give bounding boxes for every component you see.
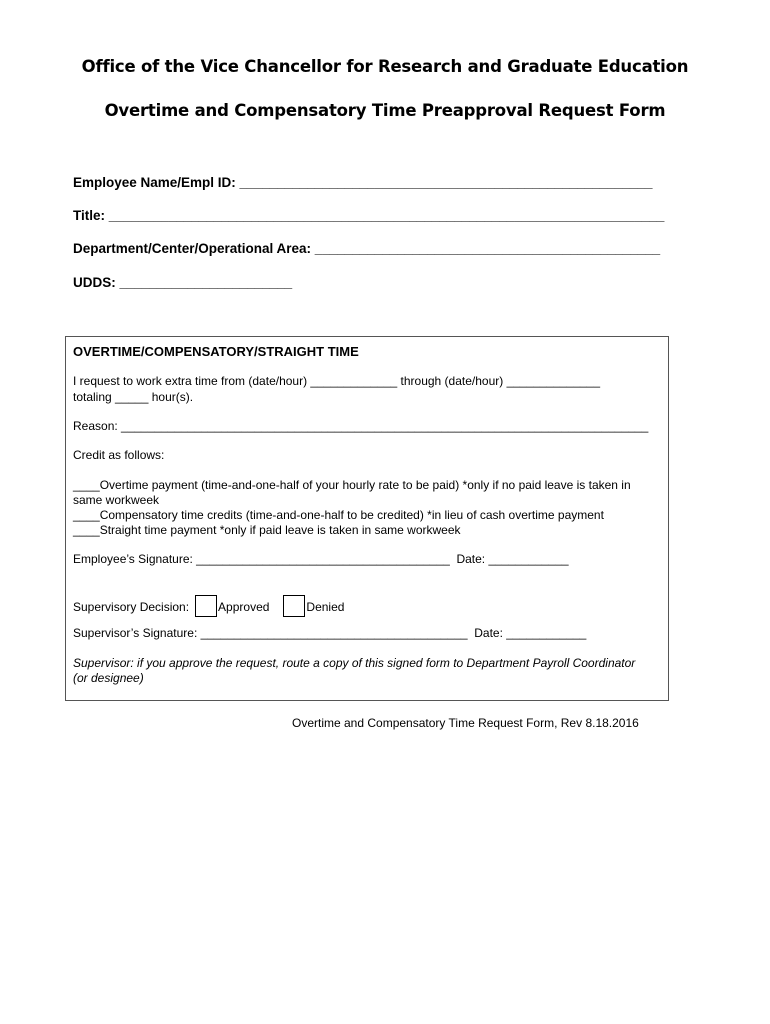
credit-label: Credit as follows: <box>73 448 165 462</box>
employee-name-field[interactable]: Employee Name/Empl ID: _______________________________________________________ <box>73 175 653 190</box>
supervisor-note: Supervisor: if you approve the request, route a copy of this signed form to Department Payroll Coordinator <box>73 656 636 670</box>
supervisor-note-cont: (or designee) <box>73 671 144 685</box>
request-section-box <box>65 336 669 701</box>
denied-label: Denied <box>306 600 345 615</box>
form-revision: Overtime and Compensatory Time Request Form, Rev 8.18.2016 <box>292 716 639 730</box>
department-field[interactable]: Department/Center/Operational Area: ______________________________________________ <box>73 241 661 256</box>
reason-field[interactable]: Reason: _______________________________________________________________________________ <box>73 419 649 433</box>
supervisor-signature-field[interactable]: Supervisor’s Signature: ________________________________________ Date: ____________ <box>73 626 587 640</box>
title-field[interactable]: Title: __________________________________________________________________________ <box>73 208 665 223</box>
employee-signature-field[interactable]: Employee’s Signature: ______________________________________ Date: ____________ <box>73 552 569 566</box>
form-title: Overtime and Compensatory Time Preapproval Request Form <box>104 101 666 120</box>
approved-label: Approved <box>218 600 270 615</box>
compensatory-time-option[interactable]: ____Compensatory time credits (time-and-one-half to be credited) *in lieu of cash overtime payment <box>73 508 604 522</box>
udds-field[interactable]: UDDS: _______________________ <box>73 275 293 290</box>
request-line-dates[interactable]: I request to work extra time from (date/hour) _____________ through (date/hour) ______________ <box>73 374 601 388</box>
section-heading: OVERTIME/COMPENSATORY/STRAIGHT TIME <box>73 344 359 359</box>
office-title: Office of the Vice Chancellor for Research and Graduate Education <box>81 57 689 76</box>
approved-checkbox[interactable] <box>195 595 217 617</box>
overtime-payment-option-cont: same workweek <box>73 493 160 507</box>
decision-label: Supervisory Decision: <box>73 600 190 615</box>
overtime-payment-option[interactable]: ____Overtime payment (time-and-one-half of your hourly rate to be paid) *only if no paid leave is taken in <box>73 478 631 492</box>
straight-time-option[interactable]: ____Straight time payment *only if paid leave is taken in same workweek <box>73 523 461 537</box>
denied-checkbox[interactable] <box>283 595 305 617</box>
supervisory-decision-row <box>73 597 344 619</box>
request-line-hours[interactable]: totaling _____ hour(s). <box>73 390 194 404</box>
